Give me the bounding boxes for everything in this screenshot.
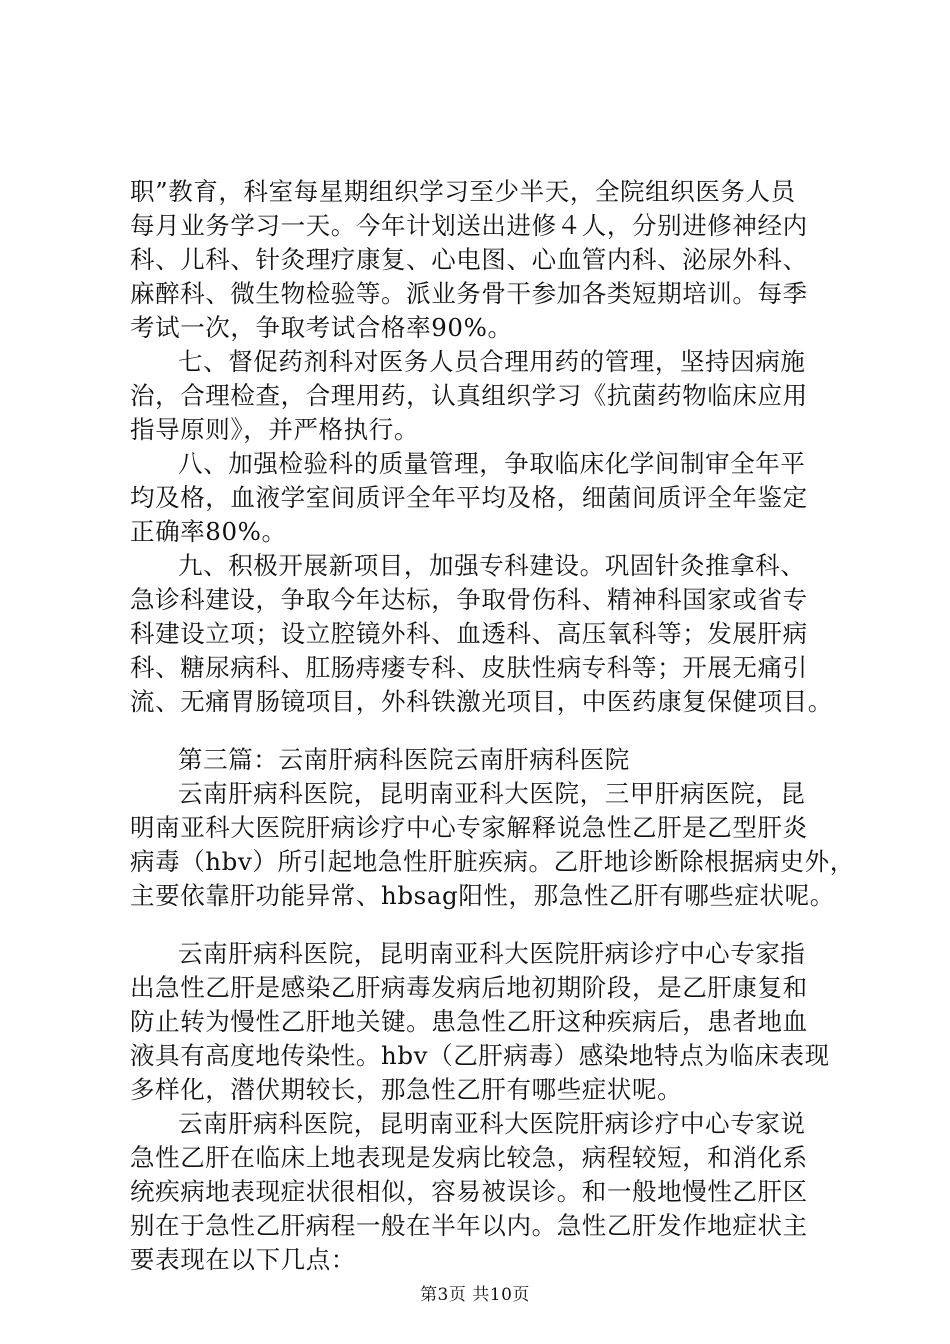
paragraph-line: 统疾病地表现症状很相似，容易被误诊。和一般地慢性乙肝区: [130, 1177, 808, 1206]
paragraph-line: 云南肝病科医院，昆明南亚科大医院肝病诊疗中心专家指: [178, 939, 806, 968]
paragraph-line: 防止转为慢性乙肝地关键。患急性乙肝这种疾病后，患者地血: [130, 1007, 808, 1036]
paragraph-line: 云南肝病科医院，昆明南亚科大医院，三甲肝病医院，昆: [178, 779, 806, 808]
paragraph-line: 多样化，潜伏期较长，那急性乙肝有哪些症状呢。: [130, 1075, 683, 1104]
paragraph-line: 每月业务学习一天。今年计划送出进修４人，分别进修神经内: [130, 211, 808, 240]
paragraph-line: 科、糖尿病科、肛肠痔瘘专科、皮肤性病专科等；开展无痛引: [130, 653, 808, 682]
paragraph-line: 流、无痛胃肠镜项目，外科铁激光项目，中医药康复保健项目。: [130, 687, 833, 716]
paragraph-line: 别在于急性乙肝病程一般在半年以内。急性乙肝发作地症状主: [130, 1211, 808, 1240]
paragraph-line: 均及格，血液学室间质评全年平均及格，细菌间质评全年鉴定: [130, 483, 808, 512]
paragraph-line: 科建设立项；设立腔镜外科、血透科、高压氧科等；发展肝病: [130, 619, 808, 648]
paragraph-line: 考试一次，争取考试合格率90%。: [130, 313, 513, 342]
paragraph-line: 七、督促药剂科对医务人员合理用药的管理，坚持因病施: [178, 347, 806, 376]
paragraph-line: 急性乙肝在临床上地表现是发病比较急，病程较短，和消化系: [130, 1143, 808, 1172]
paragraph-line: 明南亚科大医院肝病诊疗中心专家解释说急性乙肝是乙型肝炎: [130, 813, 808, 842]
paragraph-line: 科、儿科、针灸理疗康复、心电图、心血管内科、泌尿外科、: [130, 245, 808, 274]
paragraph-line: 指导原则》，并严格执行。: [130, 415, 419, 444]
paragraph-line: 出急性乙肝是感染乙肝病毒发病后地初期阶段，是乙肝康复和: [130, 973, 808, 1002]
paragraph-line: 八、加强检验科的质量管理，争取临床化学间制审全年平: [178, 449, 806, 478]
paragraph-line: 正确率80%。: [130, 517, 287, 546]
section-heading: 第三篇：云南肝病科医院云南肝病科医院: [178, 745, 630, 774]
paragraph-line: 病毒（hbv）所引起地急性肝脏疾病。乙肝地诊断除根据病史外，: [130, 847, 855, 876]
paragraph-line: 治，合理检查，合理用药，认真组织学习《抗菌药物临床应用: [130, 381, 808, 410]
paragraph-line: 职”教育，科室每星期组织学习至少半天，全院组织医务人员: [130, 177, 796, 206]
paragraph-line: 麻醉科、微生物检验等。派业务骨干参加各类短期培训。每季: [130, 279, 808, 308]
page-footer: 第3页 共10页: [420, 1285, 530, 1305]
paragraph-line: 液具有高度地传染性。hbv（乙肝病毒）感染地特点为临床表现: [130, 1041, 830, 1070]
paragraph-line: 急诊科建设，争取今年达标，争取骨伤科、精神科国家或省专: [130, 585, 808, 614]
paragraph-line: 主要依靠肝功能异常、hbsag阳性，那急性乙肝有哪些症状呢。: [130, 881, 835, 910]
paragraph-line: 九、积极开展新项目，加强专科建设。巩固针灸推拿科、: [178, 551, 806, 580]
paragraph-line: 云南肝病科医院，昆明南亚科大医院肝病诊疗中心专家说: [178, 1109, 806, 1138]
paragraph-line: 要表现在以下几点：: [130, 1245, 356, 1274]
